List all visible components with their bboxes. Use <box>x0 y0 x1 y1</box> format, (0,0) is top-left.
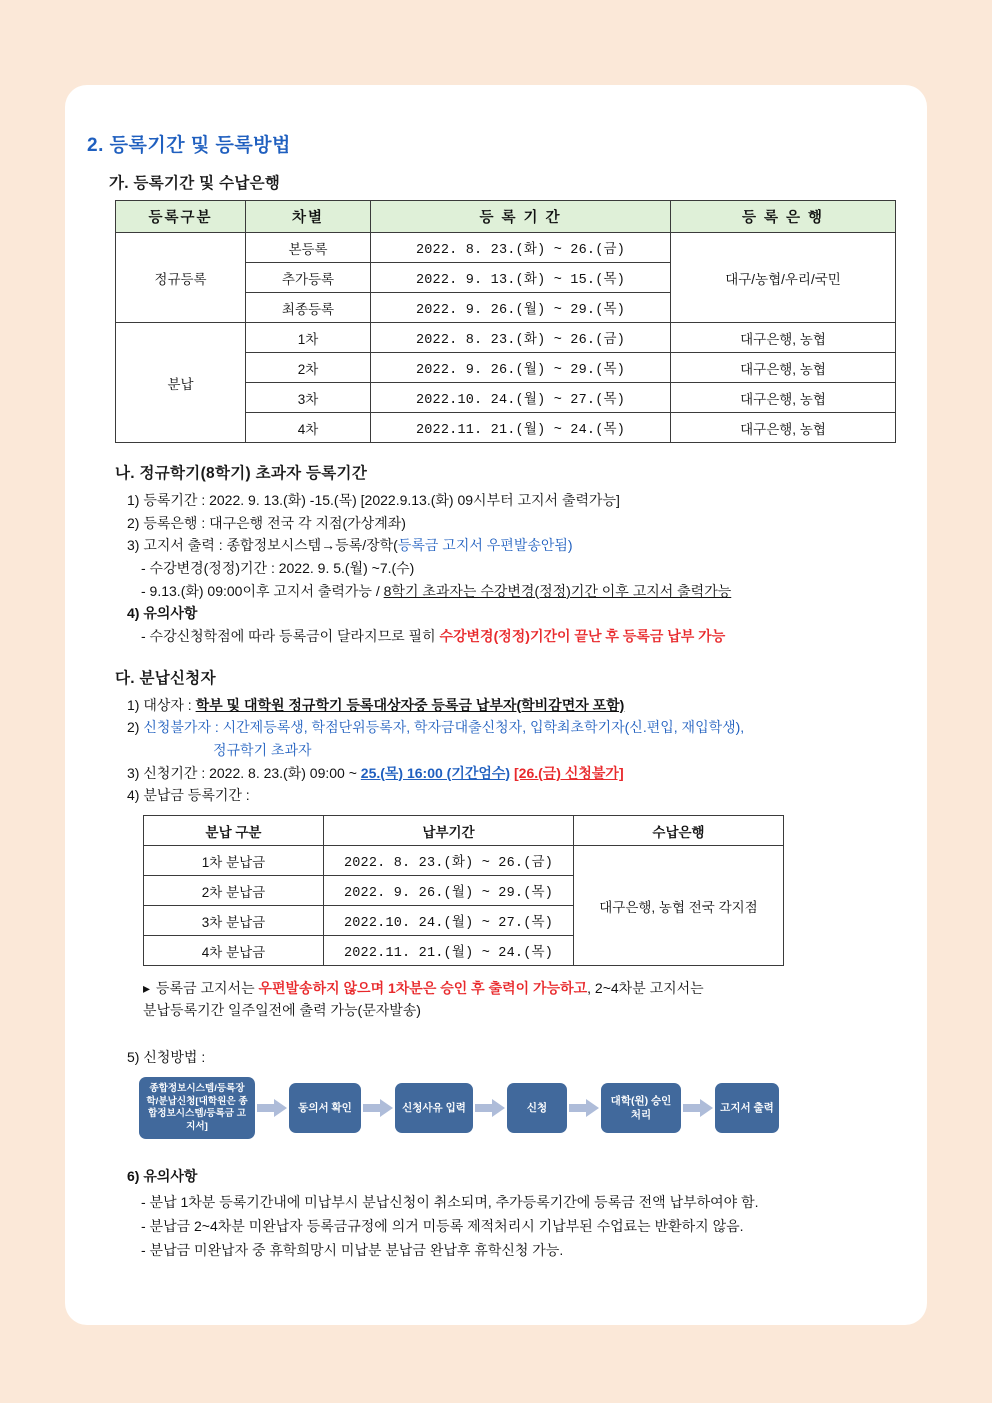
item-b3-sub2 <box>141 580 907 603</box>
subsection-b-body <box>127 489 907 648</box>
item-c2-text: 신청불가자 : 시간제등록생, 학점단위등록자, 학자금대출신청자, 입학최초학기자(신.편입, 재입학생), <box>143 719 745 736</box>
item-b3 <box>127 534 907 557</box>
note-text-2: , 2~4차분 고지서는 <box>587 980 704 997</box>
group-bank-regular: 대구/농협/우리/국민 <box>671 233 896 323</box>
item-b4-note <box>141 625 907 648</box>
note-text-1: 등록금 고지서는 <box>156 980 259 997</box>
flow-step-6: 고지서 출력 <box>715 1083 779 1133</box>
group-name-regular: 정규등록 <box>116 233 246 323</box>
subsection-c-body <box>127 694 907 807</box>
item-c1 <box>127 694 907 717</box>
row-bank: 대구은행, 농협 <box>671 323 896 353</box>
item-b3-sub2-text: - 9.13.(화) 09:00이후 고지서 출력가능 / <box>141 582 384 599</box>
item-b2: 2) 등록은행 : 대구은행 전국 각 지점(가상계좌) <box>127 514 406 531</box>
row-type: 최종등록 <box>246 293 371 323</box>
item-b4-note-highlight: 수강변경(정정)기간이 끝난 후 등록금 납부 가능 <box>439 628 726 645</box>
row-type: 3차 분납금 <box>144 906 324 936</box>
item-c6 <box>127 1165 907 1262</box>
row-bank: 대구은행, 농협 <box>671 383 896 413</box>
item-b4-title: 4) 유의사항 <box>127 605 198 622</box>
row-type: 2차 분납금 <box>144 876 324 906</box>
section-number: 2. <box>87 135 104 156</box>
item-c6-line-3: - 분납금 미완납자 중 휴학희망시 미납분 분납금 완납후 휴학신청 가능. <box>141 1241 564 1258</box>
flow-step-2: 동의서 확인 <box>289 1083 361 1133</box>
flow-step-4: 신청 <box>507 1083 567 1133</box>
item-c3-underline: 25.(목) 16:00 (기간엄수) <box>360 764 511 781</box>
section-title: 등록기간 및 등록방법 <box>109 135 291 156</box>
table-header-row <box>144 816 784 846</box>
group-name-installment: 분납 <box>116 323 246 443</box>
document-page <box>65 85 927 1325</box>
item-c3 <box>127 762 907 785</box>
item-b3-sub2-underline: 8학기 초과자는 수강변경(정정)기간 이후 고지서 출력가능 <box>383 582 732 599</box>
subsection-a-heading: 가. 등록기간 및 수납은행 <box>109 175 281 192</box>
row-bank: 대구은행, 농협 전국 각지점 <box>574 846 784 966</box>
item-c3-warning: [26.(금) 신청불가] <box>514 764 624 781</box>
item-c4: 4) 분납금 등록기간 : <box>127 787 250 804</box>
subsection-b-heading: 나. 정규학기(8학기) 초과자 등록기간 <box>115 465 368 482</box>
row-type: 4차 <box>246 413 371 443</box>
col-header-type: 등록구분 <box>116 201 246 233</box>
item-b3-sub1: - 수강변경(정정)기간 : 2022. 9. 5.(월) ~7.(수) <box>141 560 415 577</box>
arrow-right-icon <box>361 1099 395 1117</box>
installment-payment-table <box>143 815 784 966</box>
row-period: 2022.10. 24.(월) ~ 27.(목) <box>324 906 574 936</box>
row-type: 추가등록 <box>246 263 371 293</box>
table-row <box>116 233 896 263</box>
item-b1: 1) 등록기간 : 2022. 9. 13.(화) -15.(목) [2022.9.13.(화) 09시부터 고지서 출력가능] <box>127 492 620 508</box>
row-type: 2차 <box>246 353 371 383</box>
item-c1-text: 1) 대상자 : <box>127 696 196 713</box>
row-period: 2022. 9. 13.(화) ~ 15.(목) <box>371 263 671 293</box>
table-row <box>116 323 896 353</box>
note-highlight: 우편발송하지 않으며 1차분은 승인 후 출력이 가능하고 <box>258 980 588 997</box>
row-type: 1차 분납금 <box>144 846 324 876</box>
item-c1-underline: 학부 및 대학원 정규학기 등록대상자중 등록금 납부자(학비감면자 포함) <box>195 696 625 713</box>
table-header-row <box>116 201 896 233</box>
row-type: 3차 <box>246 383 371 413</box>
row-period: 2022. 9. 26.(월) ~ 29.(목) <box>371 353 671 383</box>
col-header-receiving-bank: 수납은행 <box>574 816 784 846</box>
row-period: 2022.11. 21.(월) ~ 24.(목) <box>324 936 574 966</box>
col-header-bank: 등 록 은 행 <box>671 201 896 233</box>
note-text-3: 분납등록기간 일주일전에 출력 가능(문자발송) <box>143 1001 421 1018</box>
row-bank: 대구은행, 농협 <box>671 413 896 443</box>
arrow-right-icon <box>681 1099 715 1117</box>
table-row <box>144 846 784 876</box>
flow-step-5: 대학(원) 승인처리 <box>601 1083 681 1133</box>
application-flow-diagram <box>139 1077 907 1139</box>
item-c3-text: 3) 신청기간 : 2022. 8. 23.(화) 09:00 ~ <box>127 764 361 781</box>
row-period: 2022. 8. 23.(화) ~ 26.(금) <box>371 323 671 353</box>
row-bank: 대구은행, 농협 <box>671 353 896 383</box>
row-period: 2022.11. 21.(월) ~ 24.(목) <box>371 413 671 443</box>
arrow-right-icon <box>567 1099 601 1117</box>
flow-step-3: 신청사유 입력 <box>395 1083 473 1133</box>
row-type: 본등록 <box>246 233 371 263</box>
row-period: 2022. 8. 23.(화) ~ 26.(금) <box>371 233 671 263</box>
flow-step-1: 종합정보시스템/등록장학/분납신청[대학원은 종합정보시스템/등록금 고지서] <box>139 1077 255 1139</box>
item-b3-highlight: 등록금 고지서 우편발송안됨) <box>397 537 573 554</box>
document-content <box>87 130 907 1263</box>
row-type: 1차 <box>246 323 371 353</box>
col-header-installment-type: 분납 구분 <box>144 816 324 846</box>
installment-note <box>143 978 903 1021</box>
item-c2-continued: 정규학기 초과자 <box>213 742 312 759</box>
page-title <box>87 130 907 157</box>
col-header-payment-period: 납부기간 <box>324 816 574 846</box>
item-b4-note-text: - 수강신청학점에 따라 등록금이 달라지므로 필히 <box>141 628 440 645</box>
item-b3-text: 3) 고지서 출력 : 종합정보시스템→등록/장학( <box>127 537 398 554</box>
row-type: 4차 분납금 <box>144 936 324 966</box>
row-period: 2022. 8. 23.(화) ~ 26.(금) <box>324 846 574 876</box>
arrow-right-icon <box>255 1099 289 1117</box>
subsection-c-heading: 다. 분납신청자 <box>115 669 216 687</box>
col-header-class: 차별 <box>246 201 371 233</box>
row-period: 2022. 9. 26.(월) ~ 29.(목) <box>324 876 574 906</box>
item-c5-label: 5) 신청방법 : <box>127 1049 206 1066</box>
registration-period-table <box>115 200 896 443</box>
row-period: 2022.10. 24.(월) ~ 27.(목) <box>371 383 671 413</box>
row-period: 2022. 9. 26.(월) ~ 29.(목) <box>371 293 671 323</box>
item-c6-line-2: - 분납금 2~4차분 미완납자 등록금규정에 의거 미등록 제적처리시 기납부된 수업료는 반환하지 않음. <box>141 1218 744 1235</box>
item-c6-line-1: - 분납 1차분 등록기간내에 미납부시 분납신청이 취소되며, 추가등록기간에 등록금 전액 납부하여야 함. <box>141 1194 759 1211</box>
item-c6-title: 6) 유의사항 <box>127 1168 198 1185</box>
triangle-bullet-icon: ▸ <box>143 980 151 997</box>
arrow-right-icon <box>473 1099 507 1117</box>
item-c2-number: 2) <box>127 719 144 736</box>
item-c2 <box>127 716 907 739</box>
col-header-period: 등 록 기 간 <box>371 201 671 233</box>
